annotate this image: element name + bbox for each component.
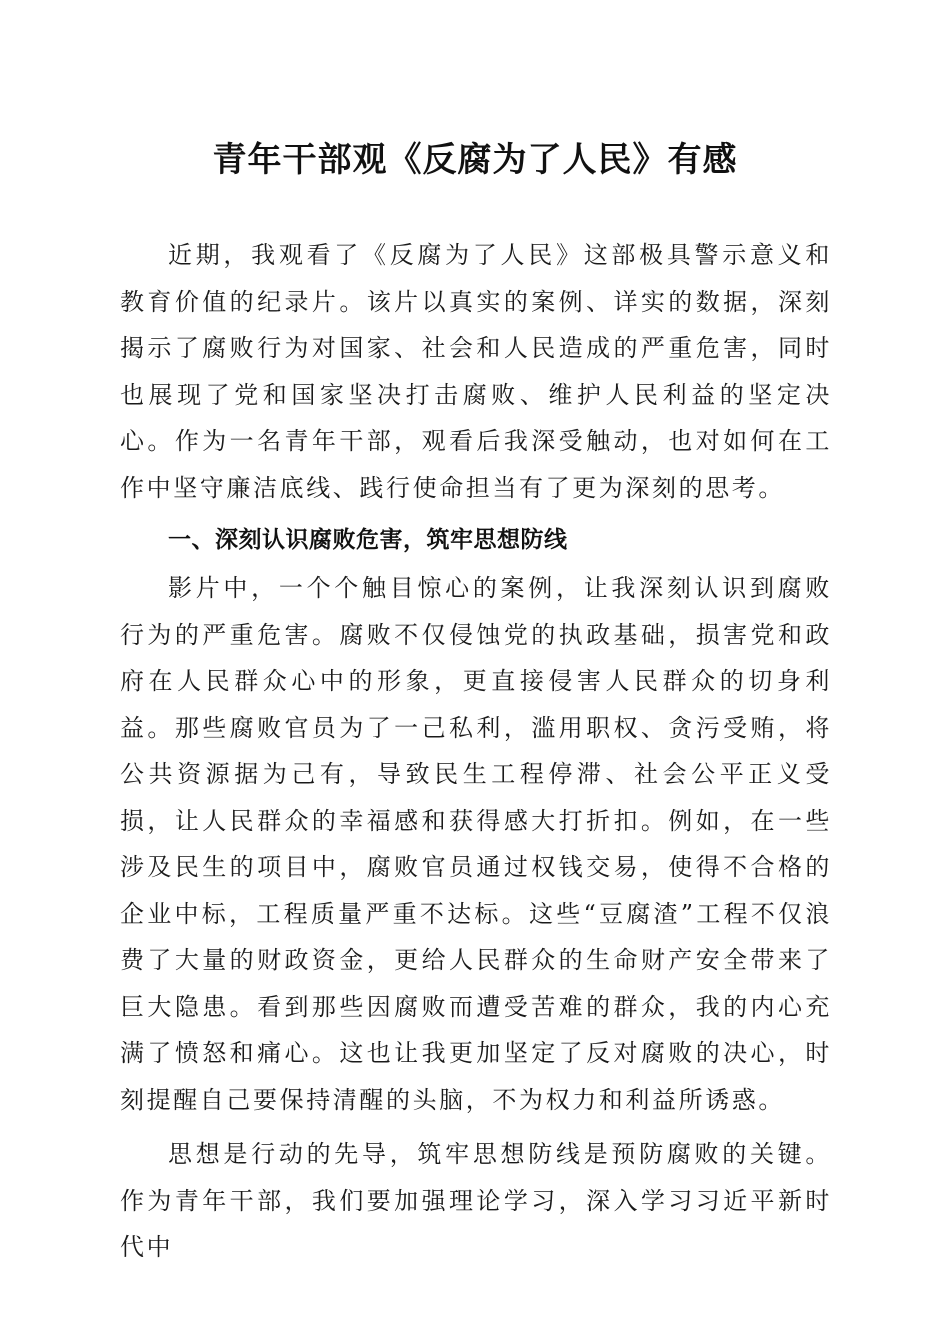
paragraph-ideological-defense: 思想是行动的先导，筑牢思想防线是预防腐败的关键。作为青年干部，我们要加强理论学习，深入学习习近平新时代中: [120, 1140, 832, 1261]
section-heading-1: 一、深刻认识腐败危害，筑牢思想防线: [168, 527, 568, 553]
paragraph-intro: 近期，我观看了《反腐为了人民》这部极具警示意义和教育价值的纪录片。该片以真实的案例、详实的数据，深刻揭示了腐败行为对国家、社会和人民造成的严重危害，同时也展现了党和国家坚决打击腐败、维护人民利益的坚定决心。作为一名青年干部，观看后我深受触动，也对如何在工作中坚守廉洁底线、践行使命担当有了更为深刻的思考。: [120, 241, 832, 502]
paragraph-corruption-harm: 影片中，一个个触目惊心的案例，让我深刻认识到腐败行为的严重危害。腐败不仅侵蚀党的执政基础，损害党和政府在人民群众心中的形象，更直接侵害人民群众的切身利益。那些腐败官员为了一己私利，滥用职权、贪污受贿，将公共资源据为己有，导致民生工程停滞、社会公平正义受损，让人民群众的幸福感和获得感大打折扣。例如，在一些涉及民生的项目中，腐败官员通过权钱交易，使得不合格的企业中标，工程质量严重不达标。这些“豆腐渣”工程不仅浪费了大量的财政资金，更给人民群众的生命财产安全带来了巨大隐患。看到那些因腐败而遭受苦难的群众，我的内心充满了愤怒和痛心。这也让我更加坚定了反对腐败的决心，时刻提醒自己要保持清醒的头脑，不为权力和利益所诱惑。: [120, 574, 832, 1114]
document-body: [120, 232, 832, 1273]
document-title: 青年干部观《反腐为了人民》有感: [212, 140, 738, 180]
